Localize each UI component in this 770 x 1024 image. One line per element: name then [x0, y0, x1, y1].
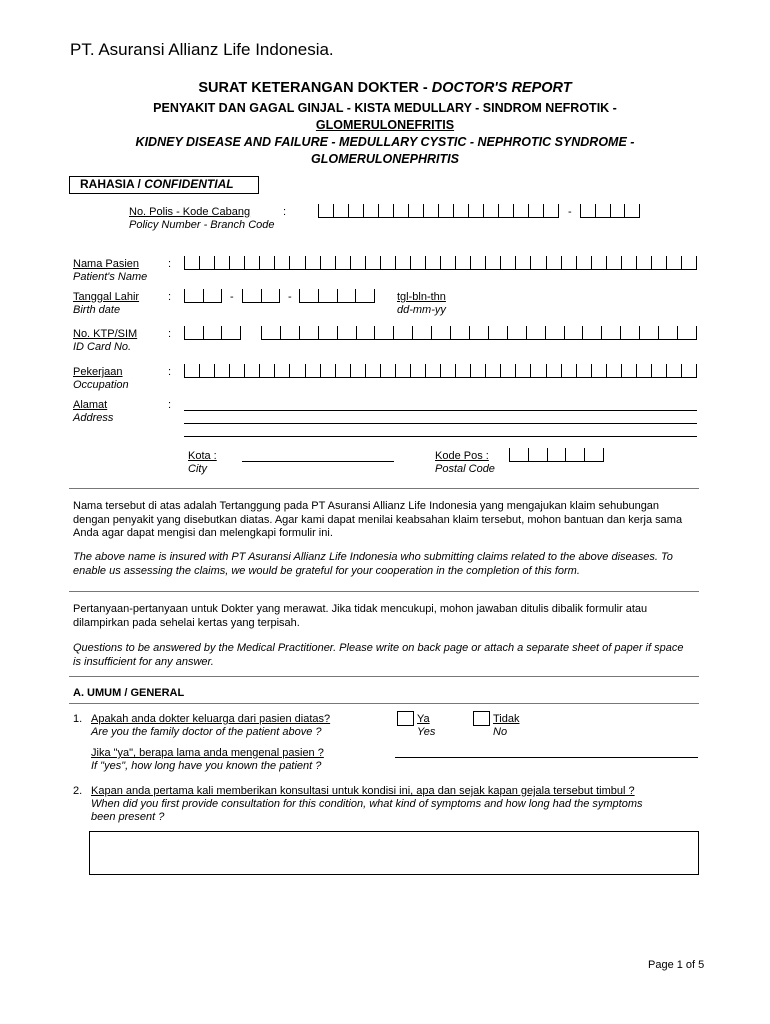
address-line-3[interactable] — [184, 436, 697, 437]
colon: : — [283, 206, 287, 218]
no-label-en: No — [493, 726, 508, 738]
dob-format-en: dd-mm-yy — [397, 304, 446, 316]
colon: : — [168, 399, 172, 411]
section-a-heading: A. UMUM / GENERAL — [73, 687, 185, 699]
divider — [69, 703, 699, 704]
postal-label-en: Postal Code — [435, 463, 495, 475]
ktp-boxes-b[interactable] — [261, 326, 697, 340]
postal-label: Kode Pos : — [435, 450, 489, 462]
q2-answer-box[interactable] — [89, 831, 699, 875]
questions-en: Questions to be answered by the Medical Practitioner. Please write on back page or attach a separate sheet of paper if space is insufficient for any answer. — [73, 642, 684, 668]
policy-label: No. Polis - Kode Cabang — [129, 206, 251, 218]
address-label-en: Address — [73, 412, 114, 424]
q2-text-en: When did you first provide consultation for this condition, what kind of symptoms and how long had the symptoms been present ? — [91, 798, 643, 823]
ktp-boxes-a[interactable] — [184, 326, 241, 340]
colon: : — [168, 258, 172, 270]
branch-code-boxes[interactable] — [580, 204, 640, 218]
q1-duration-line[interactable] — [395, 757, 698, 758]
no-checkbox[interactable] — [473, 711, 490, 726]
occupation-label-en: Occupation — [73, 379, 129, 391]
occupation-label: Pekerjaan — [73, 366, 123, 378]
colon: : — [168, 328, 172, 340]
occupation-boxes[interactable] — [184, 364, 697, 378]
dash: - — [230, 291, 234, 303]
q1-followup: Jika "ya", berapa lama anda mengenal pasien ? — [91, 747, 324, 759]
form-title: SURAT KETERANGAN DOKTER - DOCTOR'S REPORT — [198, 80, 572, 96]
policy-label-en: Policy Number - Branch Code — [129, 219, 275, 231]
dob-label-en: Birth date — [73, 304, 121, 316]
address-line-2[interactable] — [184, 423, 697, 424]
q1-number: 1. — [73, 713, 83, 725]
name-label-en: Patient's Name — [73, 271, 148, 283]
dob-year-boxes[interactable] — [299, 289, 375, 303]
intro-id: Nama tersebut di atas adalah Tertanggung pada PT Asuransi Allianz Life Indonesia yang mengajukan klaim sehubungan dengan penyakit yang disebutkan diatas. Agar kami dapat menilai keabsahan klaim tersebut, mohon bantuan dan kerja sama Anda agar dapat mengisi dan melengkapi formulir ini. — [73, 500, 683, 539]
colon: : — [168, 291, 172, 303]
city-label: Kota : — [188, 450, 217, 462]
page-number: Page 1 of 5 — [648, 959, 705, 971]
dash: - — [288, 291, 292, 303]
no-label: Tidak — [493, 713, 520, 725]
yes-checkbox[interactable] — [397, 711, 414, 726]
yes-label-en: Yes — [417, 726, 436, 738]
q1-text-en: Are you the family doctor of the patient above ? — [91, 726, 322, 738]
dob-month-boxes[interactable] — [242, 289, 280, 303]
q1-text: Apakah anda dokter keluarga dari pasien diatas? — [91, 713, 331, 725]
city-line[interactable] — [242, 461, 394, 462]
postal-boxes[interactable] — [509, 448, 604, 462]
ktp-label-en: ID Card No. — [73, 341, 132, 353]
name-label: Nama Pasien — [73, 258, 140, 270]
yes-label: Ya — [417, 713, 430, 725]
dash: - — [568, 206, 572, 218]
intro-en: The above name is insured with PT Asuransi Allianz Life Indonesia who submitting claims related to the above diseases. To enable us assessing the claims, we would be grateful for your cooperation in the completion of this form. — [73, 551, 673, 577]
city-label-en: City — [188, 463, 207, 475]
questions-id: Pertanyaan-pertanyaan untuk Dokter yang merawat. Jika tidak mencukupi, mohon jawaban ditulis dibalik formulir atau dilampirkan pada sehelai kertas yang terpisah. — [73, 603, 648, 629]
policy-number-boxes[interactable] — [318, 204, 559, 218]
subtitle-en: KIDNEY DISEASE AND FAILURE - MEDULLARY CYSTIC - NEPHROTIC SYNDROME - GLOMERULONEPHRITIS — [135, 135, 635, 166]
confidential-label: RAHASIA / CONFIDENTIAL — [80, 177, 234, 191]
divider — [69, 488, 699, 489]
address-line-1[interactable] — [184, 410, 697, 411]
q1-followup-en: If "yes", how long have you known the patient ? — [91, 760, 322, 772]
q2-text: Kapan anda pertama kali memberikan konsultasi untuk kondisi ini, apa dan sejak kapan gejala tersebut timbul ? — [91, 785, 635, 797]
colon: : — [168, 366, 172, 378]
divider — [69, 676, 699, 677]
patient-name-boxes[interactable] — [184, 256, 697, 270]
dob-format: tgl-bln-thn — [397, 291, 446, 303]
subtitle-id: PENYAKIT DAN GAGAL GINJAL - KISTA MEDULLARY - SINDROM NEFROTIK - GLOMERULONEFRITIS — [153, 101, 617, 132]
divider — [69, 591, 699, 592]
company-name: PT. Asuransi Allianz Life Indonesia. — [70, 40, 334, 59]
address-label: Alamat — [73, 399, 108, 411]
dob-label: Tanggal Lahir — [73, 291, 140, 303]
dob-day-boxes[interactable] — [184, 289, 222, 303]
ktp-label: No. KTP/SIM — [73, 328, 138, 340]
q2-number: 2. — [73, 785, 83, 797]
